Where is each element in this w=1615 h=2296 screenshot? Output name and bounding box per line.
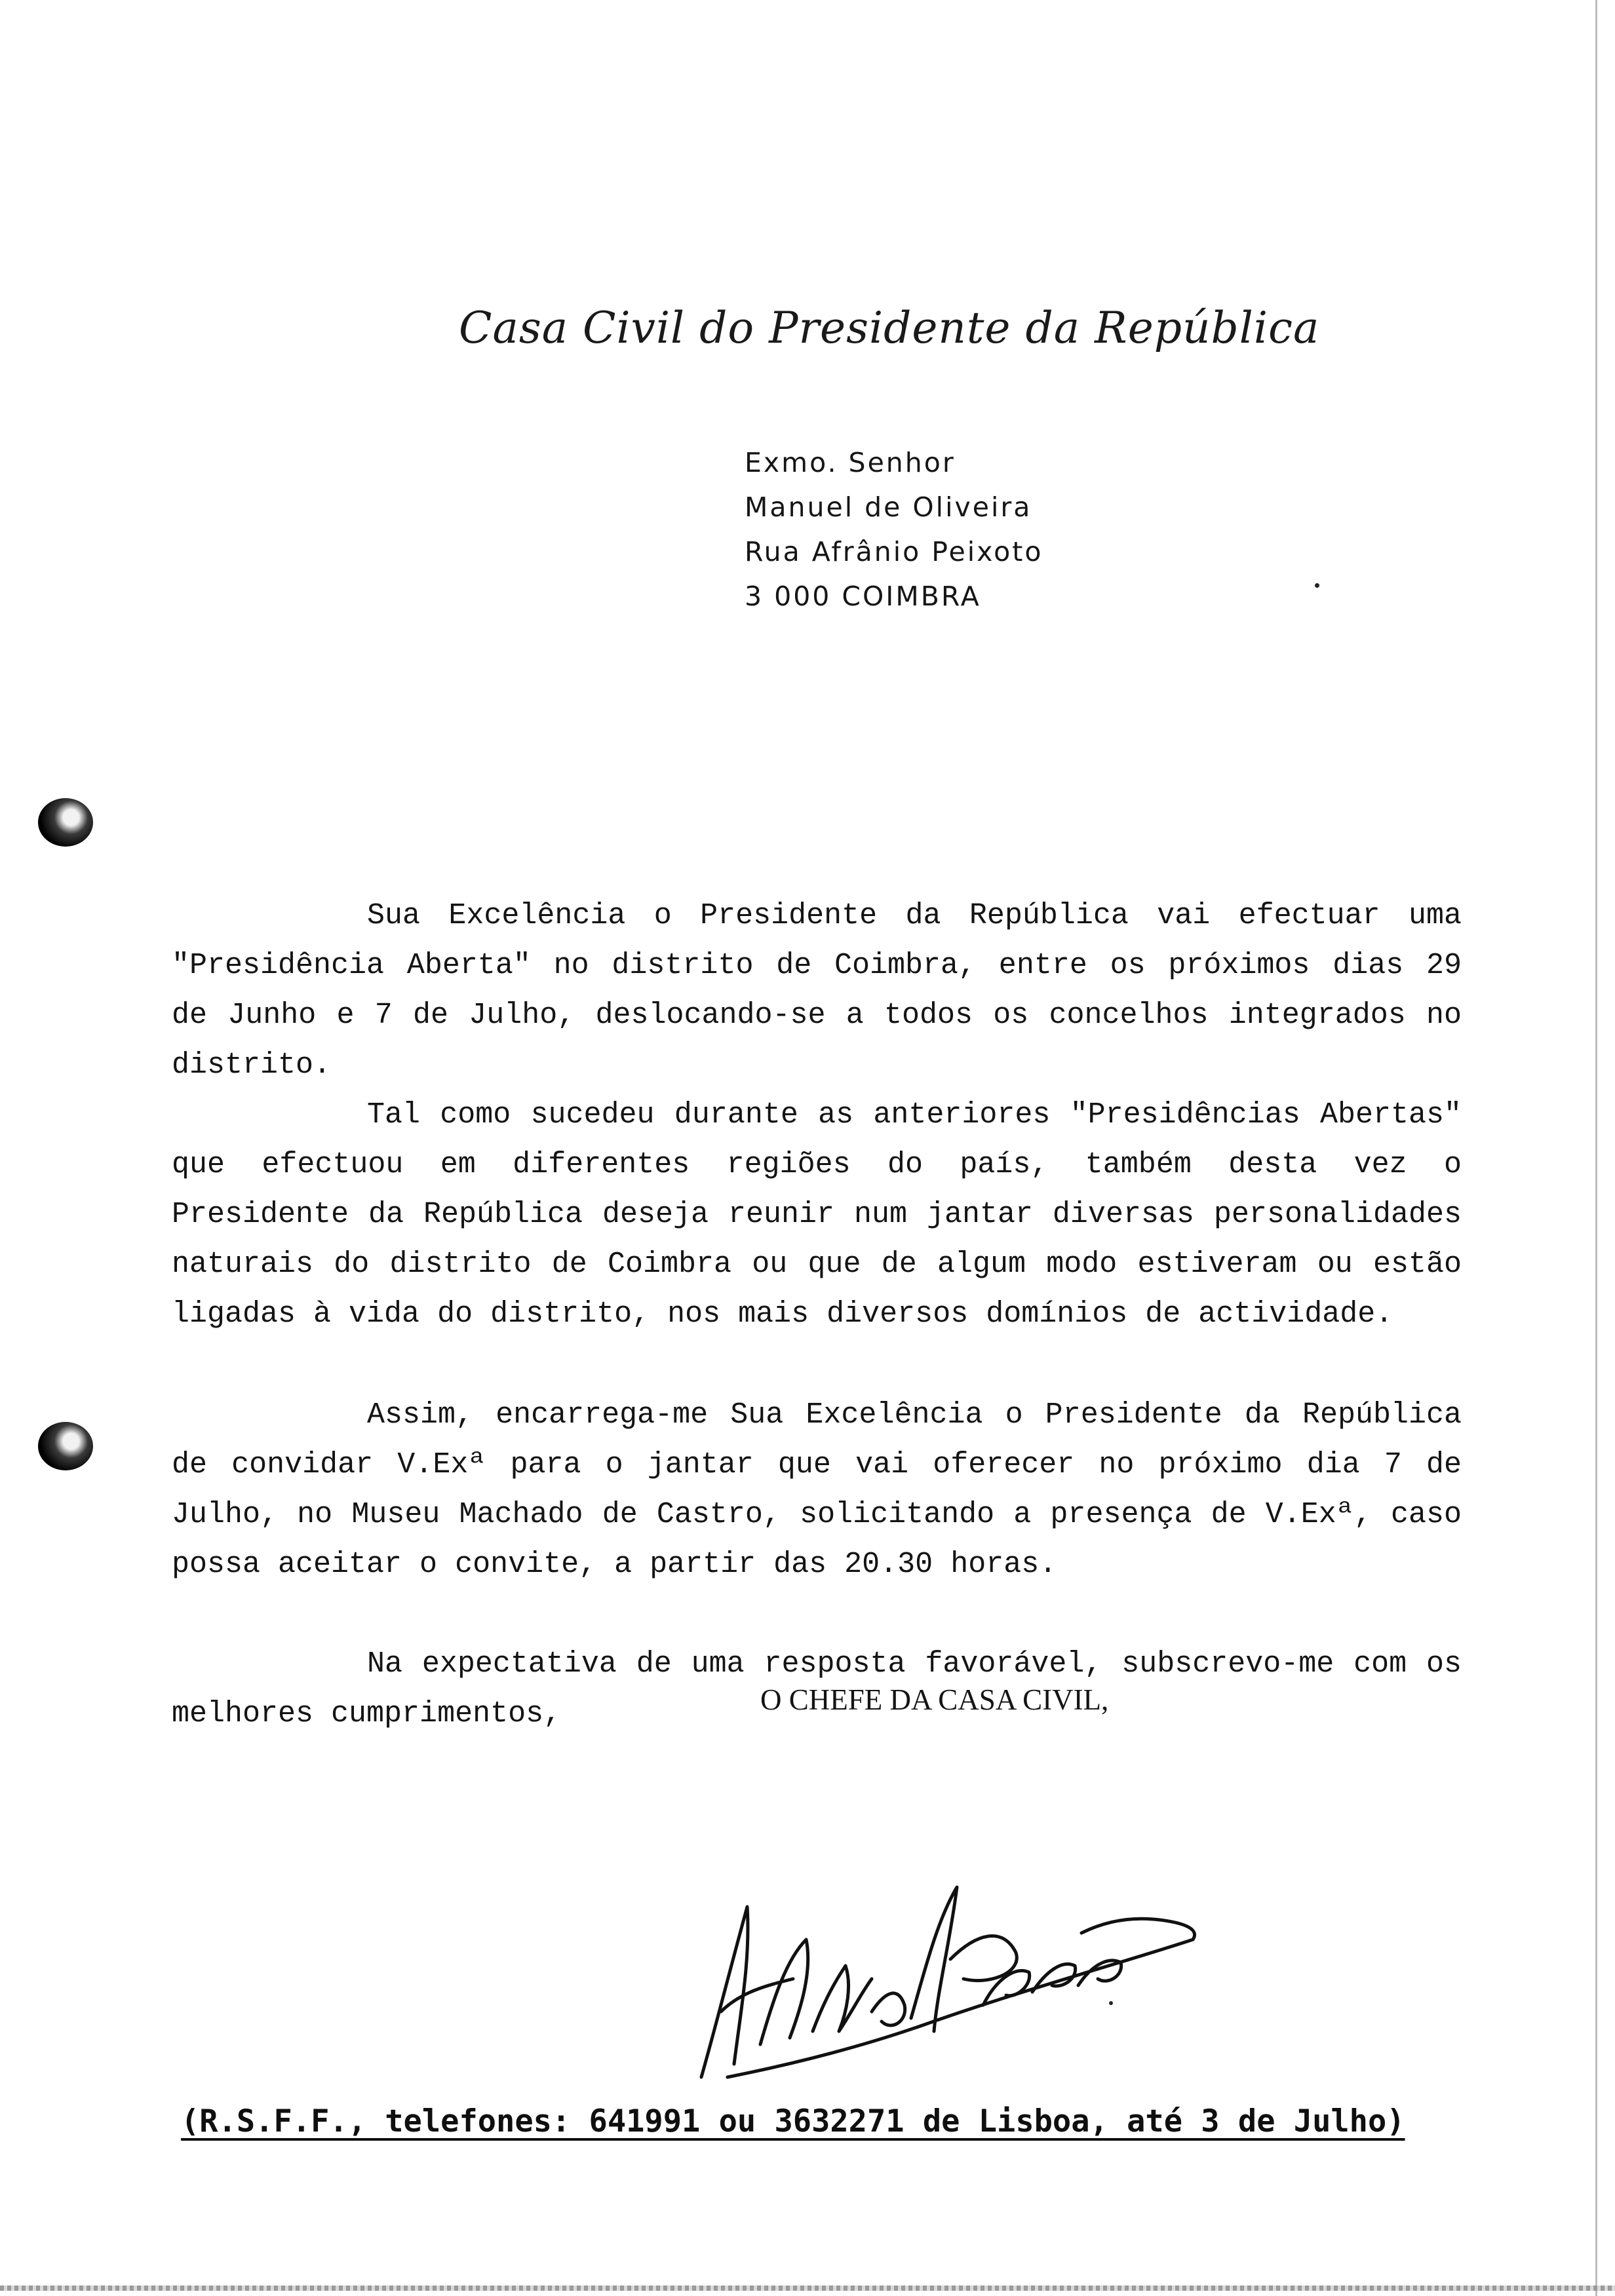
paper-speck bbox=[1315, 583, 1319, 588]
punch-hole-bottom bbox=[38, 1422, 93, 1470]
body-paragraph-3: Assim, encarrega-me Sua Excelência o Presidente da República de convidar V.Exª para o jantar que vai oferecer no próximo dia 7 de Julho, no Museu Machado de Castro, solicitando a presença de V.Exª, caso possa aceitar o convite, a partir das 20.30 horas. bbox=[172, 1398, 1462, 1581]
handwritten-signature bbox=[675, 1881, 1213, 2084]
page-edge-right bbox=[1595, 0, 1597, 2296]
recipient-city: 3 000 COIMBRA bbox=[745, 581, 981, 612]
body-paragraph-2: Tal como sucedeu durante as anteriores "Presidências Abertas" que efectuou em diferentes regiões do país, também desta vez o Presidente da República deseja reunir num jantar diversas personalidades naturais do distrito de Coimbra ou que de algum modo estiveram ou estão ligadas à vida do distrito, nos mais diversos domínios de actividade. bbox=[172, 1098, 1462, 1331]
page-edge-bottom bbox=[0, 2286, 1615, 2291]
contact-note: (R.S.F.F., telefones: 641991 ou 3632271 de Lisboa, até 3 de Julho) bbox=[181, 2103, 1405, 2139]
letterhead: Casa Civil do Presidente da República bbox=[459, 303, 1320, 353]
recipient-address bbox=[745, 440, 1043, 619]
body-paragraph-4: Na expectativa de uma resposta favorável, subscrevo-me com os melhores cumprimentos, bbox=[172, 1647, 1462, 1731]
recipient-name: Manuel de Oliveira bbox=[745, 491, 1032, 523]
recipient-street: Rua Afrânio Peixoto bbox=[745, 536, 1043, 567]
body-paragraph-1: Sua Excelência o Presidente da República vai efectuar uma "Presidência Aberta" no distrito de Coimbra, entre os próximos dias 29 de Junho e 7 de Julho, deslocando-se a todos os concelhos integrados no distrito. bbox=[172, 899, 1462, 1082]
punch-hole-top bbox=[38, 798, 93, 847]
closing-title: O CHEFE DA CASA CIVIL, bbox=[760, 1683, 1109, 1716]
recipient-salutation: Exmo. Senhor bbox=[745, 447, 956, 478]
